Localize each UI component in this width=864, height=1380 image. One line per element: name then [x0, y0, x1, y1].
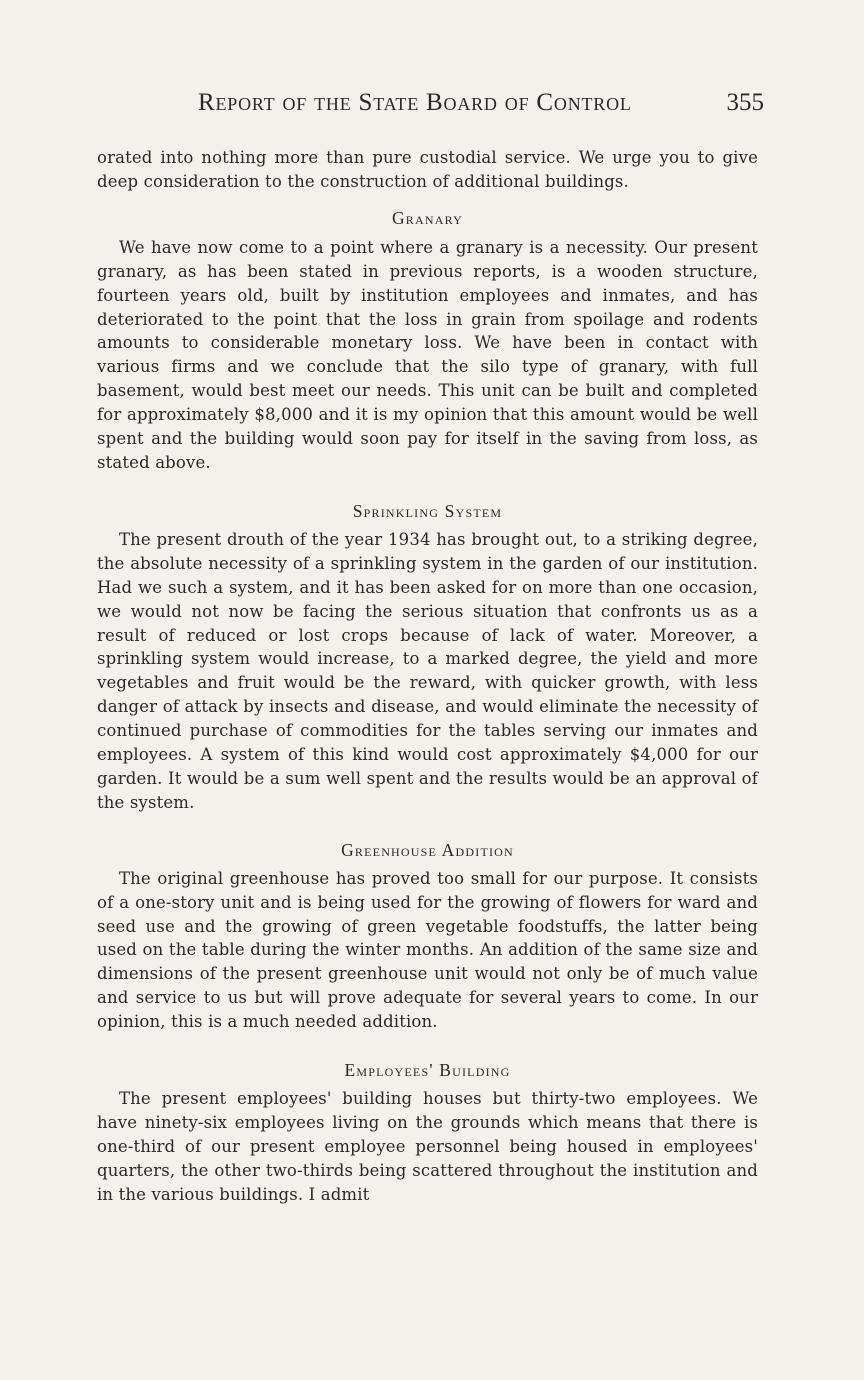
running-title: Report of the State Board of Control [198, 89, 632, 116]
paragraph-granary: We have now come to a point where a granary is a necessity. Our present granary, as has been stated in previous reports, is a wooden structure, fourteen years old, built by institution employees and inmates, and has deteriorated to the point that the loss in grain from spoilage and rodents amounts to considerable monetary loss. We have been in contact with various firms and we conclude that the silo type of granary, with full basement, would best meet our needs. This unit can be built and completed for approximately $8,000 and it is my opinion that this amount would be well spent and the building would soon pay for itself in the saving from loss, as stated above. [97, 237, 758, 472]
heading-sprinkling-system: Sprinkling System [352, 500, 503, 521]
paragraph-greenhouse-addition: The original greenhouse has proved too small for our purpose. It consists of a one-story unit and is being used for the growing of flowers for ward and seed use and the growing of green vegetable foodstuffs, the latter being used on the table during the winter months. An addition of the same size and dimensions of the present greenhouse unit would not only be of much value and service to us but will prove adequate for several years to come. In our opinion, this is a much needed addition. [97, 868, 758, 1032]
paragraph-sprinkling-system: The present drouth of the year 1934 has brought out, to a striking degree, the absolute necessity of a sprinkling system in the garden of our institution. Had we such a system, and it has been asked for on more than one occasion, we would not now be facing the serious situation that confronts us as a result of reduced or lost crops because of lack of water. Moreover, a sprinkling system would increase, to a marked degree, the yield and more vegetables and fruit would be the reward, with quicker growth, with less danger of attack by insects and disease, and would eliminate the necessity of continued purchase of commodities for the tables serving our inmates and employees. A system of this kind would cost approximately $4,000 for our garden. It would be a sum well spent and the results would be an approval of the system. [97, 529, 758, 812]
paragraph-employees-building: The present employees' building houses but thirty-two employees. We have ninety-six employees living on the grounds which means that there is one-third of our present employee personnel being housed in employees' quarters, the other two-thirds being scattered throughout the institution and in the various buildings. I admit [97, 1089, 758, 1204]
heading-granary: Granary [391, 207, 464, 228]
running-head [198, 89, 764, 123]
body-text [97, 146, 758, 1207]
page-number: 355 [726, 89, 764, 116]
heading-employees-building: Employees' Building [344, 1060, 511, 1081]
intro-paragraph: orated into nothing more than pure custodial service. We urge you to give deep consideration to the construction of additional buildings. [97, 148, 758, 191]
heading-greenhouse-addition: Greenhouse Addition [341, 839, 514, 860]
